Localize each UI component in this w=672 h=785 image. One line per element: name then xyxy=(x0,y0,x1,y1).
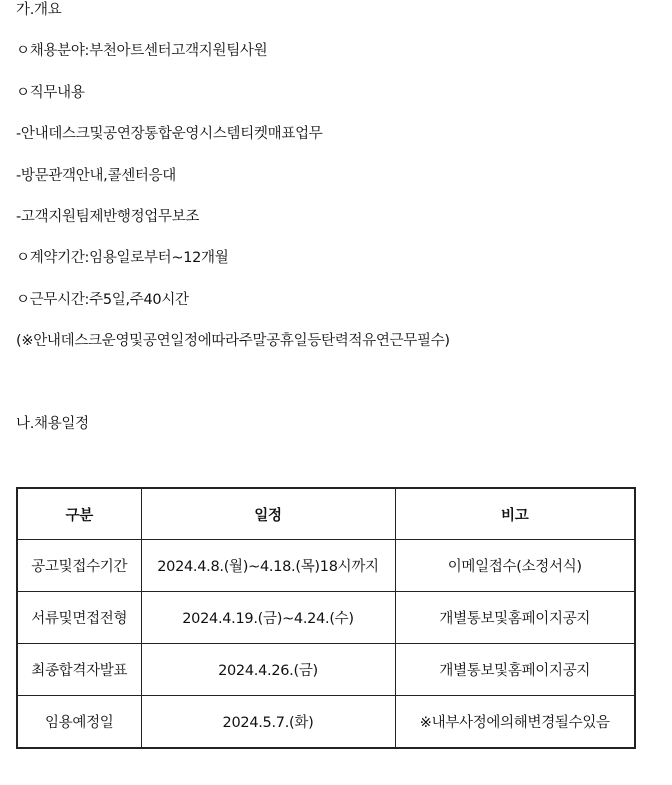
overview-line-duties-title: ㅇ직무내용 xyxy=(16,85,85,101)
cell-schedule: 2024.4.26.(금) xyxy=(141,644,395,696)
overview-line-duty-2: -방문관객안내,콜센터응대 xyxy=(16,168,177,184)
table-row xyxy=(17,696,635,749)
overview-line-duty-3: -고객지원팀제반행정업무보조 xyxy=(16,209,200,225)
cell-schedule: 2024.5.7.(화) xyxy=(141,696,395,749)
overview-line-hours: ㅇ근무시간:주5일,주40시간 xyxy=(16,292,189,308)
overview-line-contract: ㅇ계약기간:임용일로부터~12개월 xyxy=(16,250,229,266)
schedule-heading: 나.채용일정 xyxy=(16,416,89,432)
table-header-row xyxy=(17,488,635,540)
cell-remarks: 개별통보및홈페이지공지 xyxy=(395,644,635,696)
table-row xyxy=(17,592,635,644)
cell-category: 임용예정일 xyxy=(17,696,141,749)
cell-category: 공고및접수기간 xyxy=(17,540,141,592)
header-remarks: 비고 xyxy=(395,488,635,540)
cell-schedule: 2024.4.19.(금)~4.24.(수) xyxy=(141,592,395,644)
overview-line-field: ㅇ채용분야:부천아트센터고객지원팀사원 xyxy=(16,43,268,59)
overview-line-note: (※안내데스크운영및공연일정에따라주말공휴일등탄력적유연근무필수) xyxy=(16,333,450,349)
table-row xyxy=(17,540,635,592)
table-row xyxy=(17,644,635,696)
overview-heading: 가.개요 xyxy=(16,2,62,18)
header-schedule: 일정 xyxy=(141,488,395,540)
overview-line-duty-1: -안내데스크및공연장통합운영시스템티켓매표업무 xyxy=(16,126,323,142)
cell-remarks: ※내부사정에의해변경될수있음 xyxy=(395,696,635,749)
cell-remarks: 이메일접수(소정서식) xyxy=(395,540,635,592)
cell-category: 최종합격자발표 xyxy=(17,644,141,696)
cell-category: 서류및면접전형 xyxy=(17,592,141,644)
schedule-table xyxy=(16,487,636,749)
header-category: 구분 xyxy=(17,488,141,540)
cell-remarks: 개별통보및홈페이지공지 xyxy=(395,592,635,644)
cell-schedule: 2024.4.8.(월)~4.18.(목)18시까지 xyxy=(141,540,395,592)
